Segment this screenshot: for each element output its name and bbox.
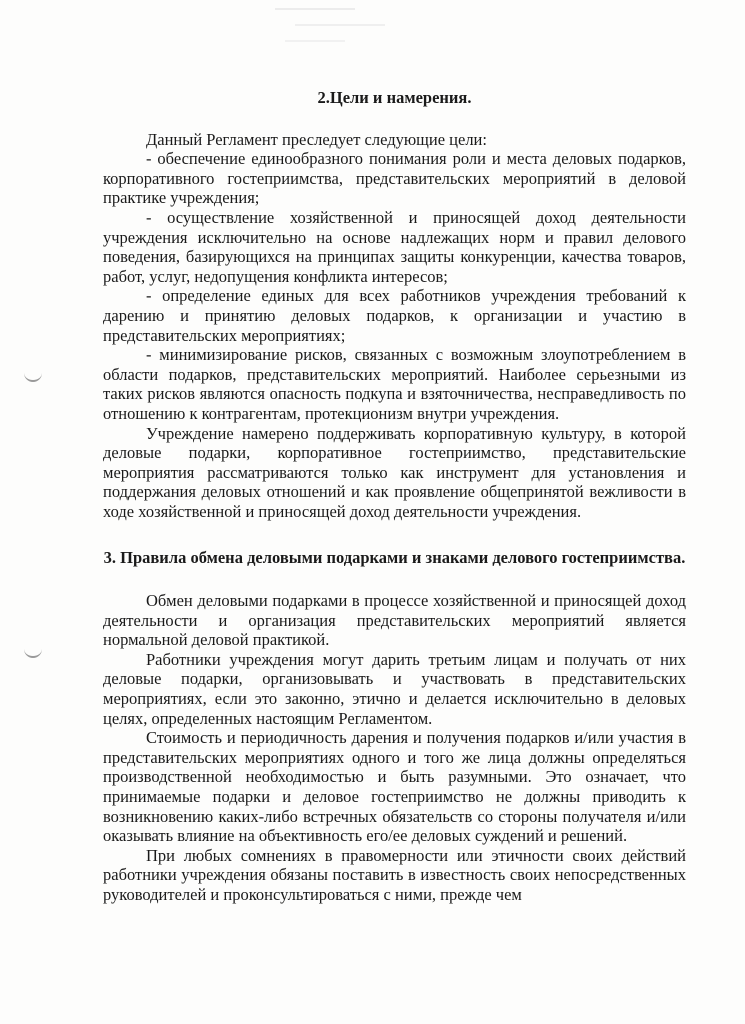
section-3-paragraph: При любых сомнениях в правомерности или этичности своих действий работники учреждения обязаны поставить в известность своих непосредственных руководителей и проконсультироваться с ними, прежде чем	[103, 845, 686, 904]
section-3-paragraph: Обмен деловыми подарками в процессе хозяйственной и приносящей доход деятельности и организация представительских мероприятий является нормальной деловой практикой.	[103, 591, 686, 650]
goal-item: - определение единых для всех работников учреждения требований к дарению и принятию деловых подарков, к организации и участию в представительских мероприятиях;	[103, 286, 686, 345]
goal-item: - осуществление хозяйственной и приносящей доход деятельности учреждения исключительно на основе надлежащих норм и правил делового поведения, базирующихся на принципах защиты конкуренции, качества товаров, работ, услуг, недопущения конфликта интересов;	[103, 207, 686, 286]
punch-hole-mark	[24, 372, 42, 382]
section-3-paragraph: Работники учреждения могут дарить третьим лицам и получать от них деловые подарки, организовывать и участвовать в представительских мероприятиях, если это законно, этично и делается исключительно в деловых целях, определенных настоящим Регламентом.	[103, 649, 686, 728]
section-2-closing: Учреждение намерено поддерживать корпоративную культуру, в которой деловые подарки, корпоративное гостеприимство, представительские мероприятия рассматриваются только как инструмент для установления и поддержания деловых отношений и как проявление общепринятой вежливости в ходе хозяйственной и приносящей доход деятельности учреждения.	[103, 423, 686, 521]
section-2-intro: Данный Регламент преследует следующие цели:	[146, 129, 487, 149]
goal-item: - минимизирование рисков, связанных с возможным злоупотреблением в области подарков, представительских мероприятий. Наиболее серьезными из таких рисков являются опасность подкупа и взяточничества, несправедливость по отношению к контрагентам, протекционизм внутри учреждения.	[103, 345, 686, 423]
goal-item: - обеспечение единообразного понимания роли и места деловых подарков, корпоративного гостеприимства, представительских мероприятий в деловой практике учреждения;	[103, 149, 686, 208]
punch-hole-mark	[24, 648, 42, 658]
document-body	[103, 84, 686, 905]
section-3-paragraph: Стоимость и периодичность дарения и получения подарков и/или участия в представительских мероприятиях одного и того же лица должны определяться производственной необходимостью и быть разумными. Это означает, что принимаемые подарки и деловое гостеприимство не должны приводить к возникновению каких-либо встречных обязательств со стороны получателя и/или оказывать влияние на объективность его/ее деловых суждений и решений.	[103, 728, 686, 846]
section-2-title: 2.Цели и намерения.	[317, 88, 472, 107]
section-3-title: 3. Правила обмена деловыми подарками и знаками делового гостеприимства.	[103, 548, 686, 568]
bleed-through-artifact	[275, 4, 395, 50]
